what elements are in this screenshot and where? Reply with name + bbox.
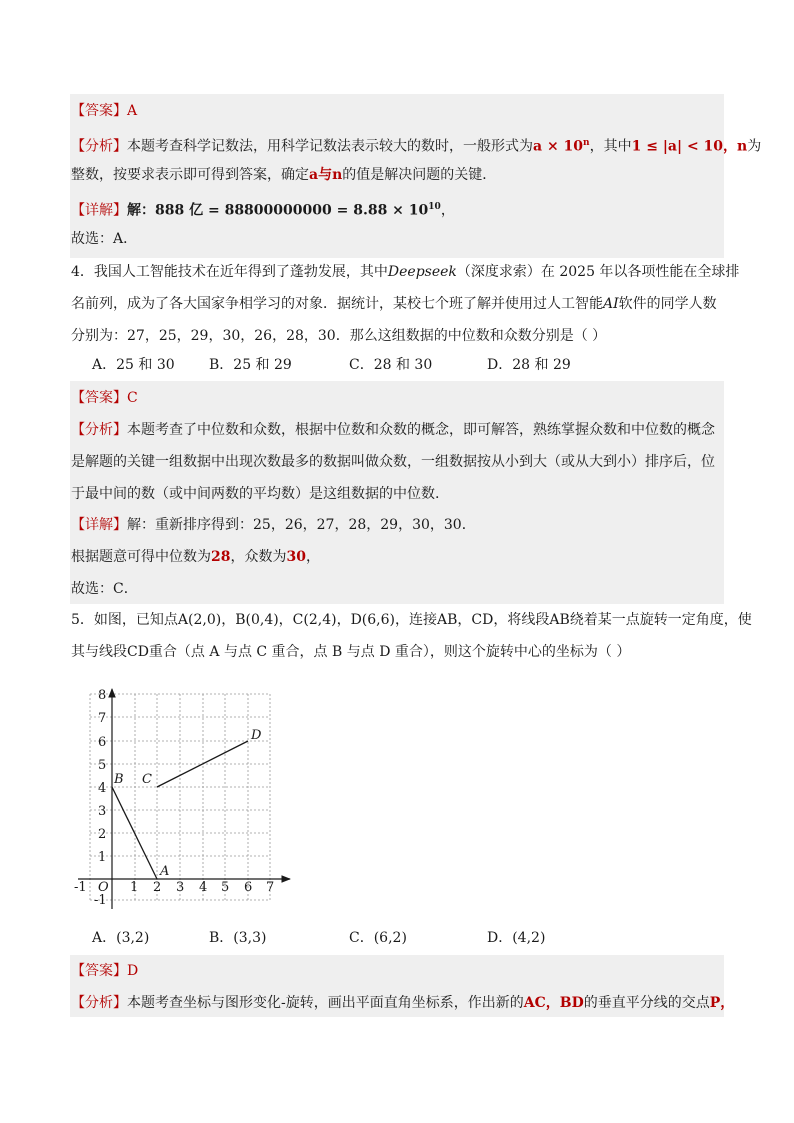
y-tick-label: 4 — [98, 781, 107, 796]
q4-option-b: B．25 和 29 — [209, 357, 292, 373]
q4-option-c: C．28 和 30 — [349, 357, 433, 373]
x-tick-label: 3 — [176, 880, 185, 895]
q4-stem-line1: 4．我国人工智能技术在近年得到了蓬勃发展，其中Deepseek（深度求索）在 2025 年以各项性能在全球排 — [71, 264, 740, 280]
q5-option-a: A．(3,2) — [92, 930, 150, 946]
q4-choice: 故选：C． — [71, 581, 138, 597]
q4-detail-line2: 根据题意可得中位数为28，众数为30， — [71, 549, 320, 565]
q4-option-d: D．28 和 29 — [487, 357, 571, 373]
y-tick-label: 3 — [98, 804, 107, 819]
y-tick-label: 5 — [98, 758, 107, 773]
x-tick-label: 4 — [199, 880, 208, 895]
q4-detail: 【详解】解：重新排序得到：25，26，27，28，29，30，30． — [71, 517, 476, 533]
point-label-d: D — [251, 728, 262, 743]
x-tick-label: 2 — [153, 880, 162, 895]
point-label-c: C — [142, 772, 152, 787]
q4-stem-line2: 名前列，成为了各大国家争相学习的对象．据统计，某校七个班了解并使用过人工智能AI软件的同学人数 — [71, 296, 717, 312]
x-tick-label: 7 — [266, 880, 275, 895]
q3-analysis-line1: 【分析】本题考查科学记数法，用科学记数法表示较大的数时，一般形式为$a \times 10^n$，其中1 ≤ |a| < 10，n为 — [71, 138, 762, 155]
x-tick-label: -1 — [74, 880, 87, 895]
q5-answer: 【答案】D — [71, 963, 139, 979]
q4-answer: 【答案】C — [71, 390, 138, 406]
q4-analysis-line2: 是解题的关键一组数据中出现次数最多的数据叫做众数，一组数据按从小到大（或从大到小）排序后，位 — [71, 454, 715, 470]
q5-option-d: D．(4,2) — [487, 930, 546, 946]
q3-analysis-line2: 整数，按要求表示即可得到答案，确定a与n的值是解决问题的关键． — [71, 167, 497, 183]
point-label-a: A — [160, 864, 170, 879]
q5-option-b: B．(3,3) — [209, 930, 267, 946]
y-tick-label: 2 — [98, 827, 107, 842]
origin-label: O — [98, 880, 109, 895]
q5-stem-line2: 其与线段CD重合（点 A 与点 C 重合，点 B 与点 D 重合），则这个旋转中心的坐标为（ ） — [71, 644, 631, 660]
y-tick-label: 6 — [98, 735, 107, 750]
q4-option-a: A．25 和 30 — [92, 357, 175, 373]
q4-analysis-line1: 【分析】本题考查了中位数和众数，根据中位数和众数的概念，即可解答，熟练掌握众数和中位数的概念 — [71, 422, 715, 438]
q5-stem-line1: 5．如图，已知点A(2,0)，B(0,4)，C(2,4)，D(6,6)，连接AB，CD，将线段AB绕着某一点旋转一定角度，使 — [71, 612, 752, 628]
q4-stem-line3: 分别为：27，25，29，30，26，28，30．那么这组数据的中位数和众数分别是（ ） — [71, 328, 607, 344]
y-tick-label: 8 — [98, 688, 107, 703]
q4-analysis-line3: 于最中间的数（或中间两数的平均数）是这组数据的中位数. — [71, 486, 440, 502]
q3-choice: 故选：A． — [71, 231, 138, 247]
q5-analysis-line1: 【分析】本题考查坐标与图形变化-旋转，画出平面直角坐标系，作出新的AC，BD的垂直平分线的交点P， — [71, 995, 735, 1011]
point-label-b: B — [114, 772, 124, 787]
x-tick-label: 5 — [221, 880, 230, 895]
y-tick-label: 7 — [98, 711, 107, 726]
x-tick-label: 1 — [130, 880, 139, 895]
coordinate-graph — [70, 685, 300, 915]
q3-answer: 【答案】A — [71, 103, 138, 119]
y-tick-label: -1 — [94, 893, 107, 908]
q5-option-c: C．(6,2) — [349, 930, 407, 946]
x-tick-label: 6 — [244, 880, 253, 895]
y-tick-label: 1 — [98, 850, 107, 865]
q3-detail: 【详解】解：888 亿 = $88800000000 = 8.88 \times 10^{10}$， — [71, 202, 455, 219]
